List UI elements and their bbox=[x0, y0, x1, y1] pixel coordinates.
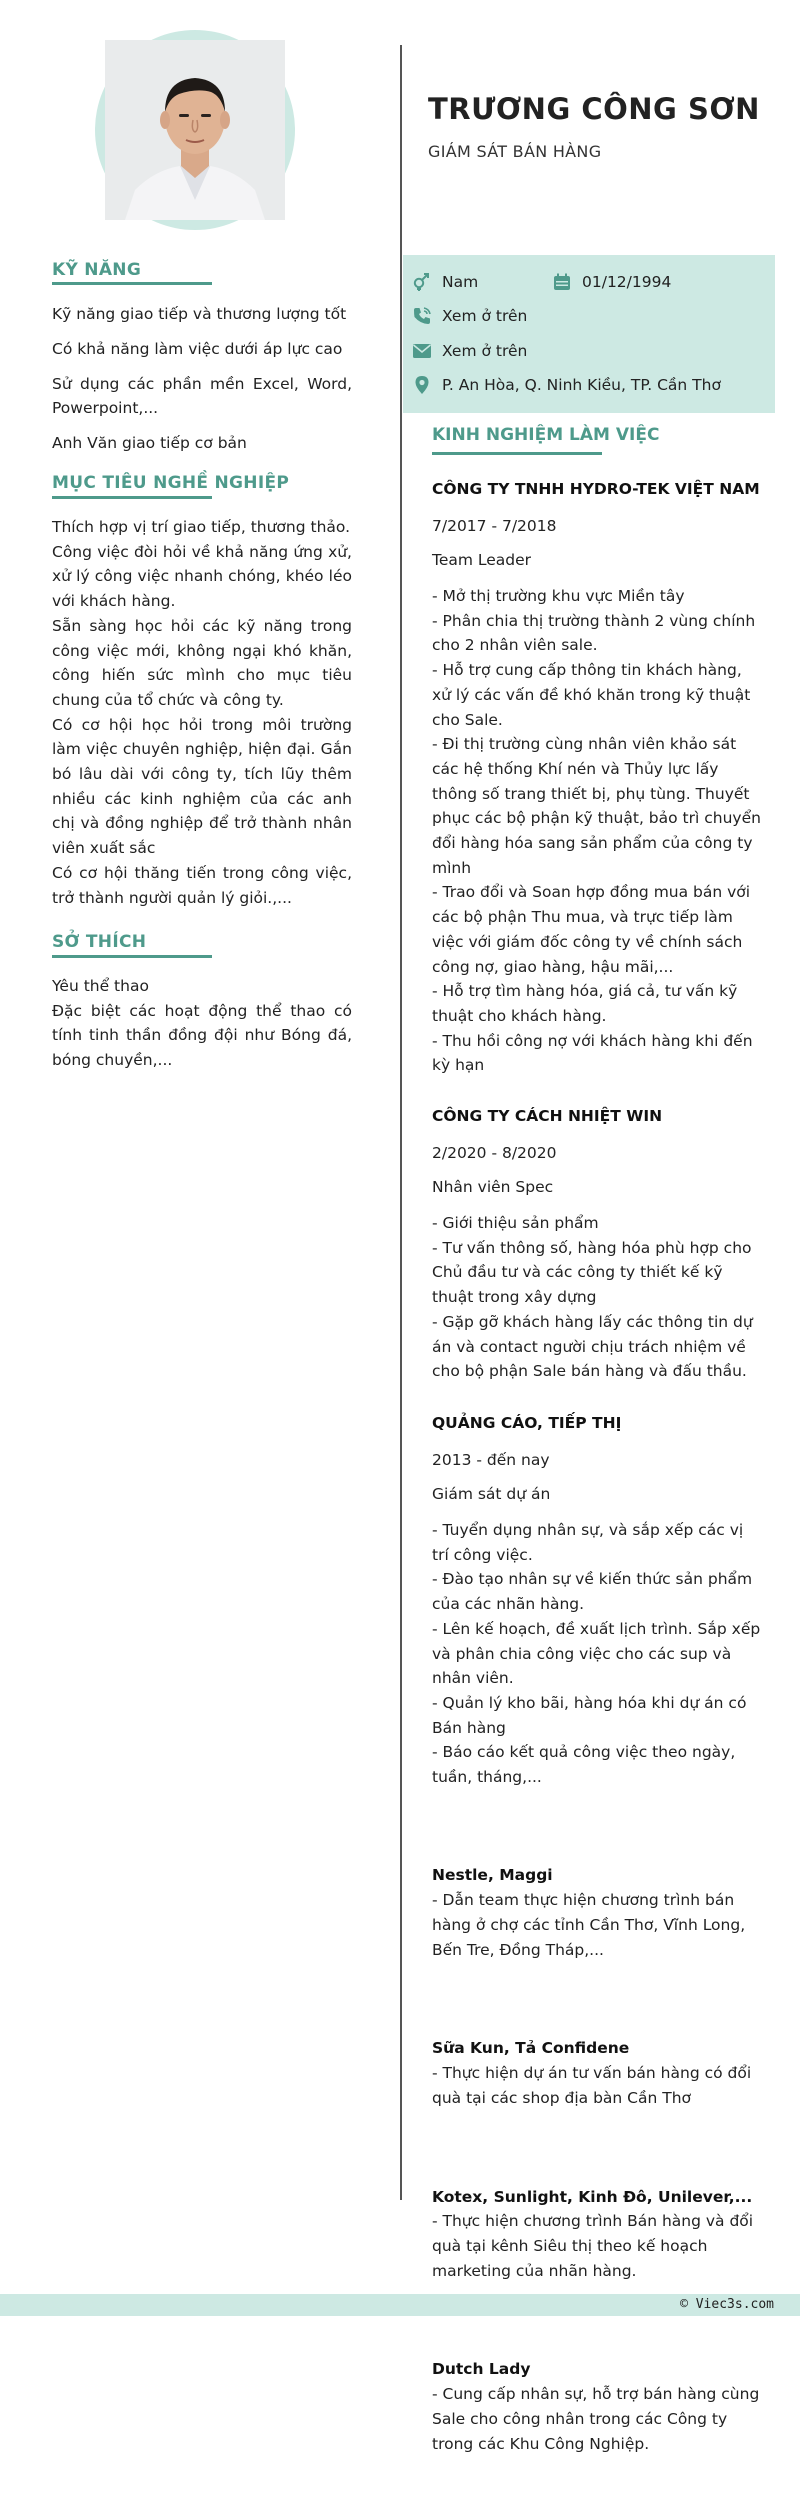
skill-item: Kỹ năng giao tiếp và thương lượng tốt bbox=[52, 305, 347, 323]
full-name: TRƯƠNG CÔNG SƠN bbox=[428, 92, 760, 126]
brand-name: Nestle, Maggi bbox=[432, 1866, 553, 1885]
skill-item: Sử dụng các phần mền Excel, Word, Powerpoint,... bbox=[52, 375, 352, 417]
contact-email bbox=[411, 340, 527, 362]
contact-birthdate bbox=[551, 271, 671, 293]
objective-rule bbox=[52, 496, 212, 499]
objective-title: MỤC TIÊU NGHỀ NGHIỆP bbox=[52, 473, 290, 493]
hobbies-title: SỞ THÍCH bbox=[52, 932, 147, 952]
job-role: Team Leader bbox=[432, 551, 532, 569]
job-role: Nhân viên Spec bbox=[432, 1178, 554, 1196]
skills-title: KỸ NĂNG bbox=[52, 260, 142, 280]
job-company: CÔNG TY TNHH HYDRO-TEK VIỆT NAM bbox=[432, 480, 760, 498]
address-value: P. An Hòa, Q. Ninh Kiều, TP. Cần Thơ bbox=[442, 376, 721, 394]
job-company: QUẢNG CÁO, TIẾP THỊ bbox=[432, 1414, 622, 1432]
brand-name: Kotex, Sunlight, Kinh Đô, Unilever,... bbox=[432, 2187, 753, 2206]
brand-entry bbox=[432, 2333, 762, 2481]
profile-photo bbox=[105, 40, 285, 220]
location-icon bbox=[411, 374, 433, 396]
phone-icon bbox=[411, 305, 433, 327]
brand-text: - Dẫn team thực hiện chương trình bán hàng ở chợ các tỉnh Cần Thơ, Vĩnh Long, Bến Tre, Đồng Tháp,... bbox=[432, 1891, 746, 1959]
skill-item: Có khả năng làm việc dưới áp lực cao bbox=[52, 340, 343, 358]
job-period: 2013 - đến nay bbox=[432, 1451, 550, 1469]
experience-title: KINH NGHIỆM LÀM VIỆC bbox=[432, 425, 660, 445]
contact-gender bbox=[411, 271, 478, 293]
job-details: - Tuyển dụng nhân sự, và sắp xếp các vị trí công việc. - Đào tạo nhân sự về kiến thức sản phẩm của các nhãn hàng. - Lên kế hoạch, đề xuất lịch trình. Sắp xếp và phân chia công việc cho các sup và nhân viên. - Quản lý kho bãi, hàng hóa khi dự án có Bán hàng - Báo cáo kết quả công việc theo ngày, tuần, tháng,... bbox=[432, 1521, 761, 1787]
objective-text: Thích hợp vị trí giao tiếp, thương thảo. Công việc đòi hỏi về khả năng ứng xử, xử lý công việc nhanh chóng, khéo léo với khách hàng. Sẵn sàng học hỏi các kỹ năng trong công việc mới, không ngại khó khăn, công hiến sức mình cho mục tiêu chung của tổ chức và công ty. Có cơ hội học hỏi trong môi trường làm việc chuyên nghiệp, hiện đại. Gắn bó lâu dài với công ty, tích lũy thêm nhiều các kinh nghiệm của các anh chị và đồng nghiệp để trở thành nhân viên xuất sắc Có cơ hội thăng tiến trong công việc, trở thành người quản lý giỏi.,... bbox=[52, 518, 352, 907]
skill-item: Anh Văn giao tiếp cơ bản bbox=[52, 434, 247, 452]
brand-text: - Thực hiện dự án tư vấn bán hàng có đổi quà tại các shop địa bàn Cần Thơ bbox=[432, 2064, 752, 2107]
brand-entry bbox=[432, 2012, 762, 2136]
brand-name: Sữa Kun, Tả Confidene bbox=[432, 2039, 630, 2058]
email-value: Xem ở trên bbox=[442, 342, 528, 360]
contact-phone bbox=[411, 305, 527, 327]
calendar-icon bbox=[551, 271, 573, 293]
contact-address bbox=[411, 374, 721, 396]
email-icon bbox=[411, 340, 433, 362]
brand-list bbox=[432, 1814, 762, 2506]
experience-rule bbox=[432, 452, 602, 455]
footer bbox=[0, 2294, 800, 2316]
skills-rule bbox=[52, 282, 212, 285]
column-divider bbox=[400, 45, 402, 2200]
job-details: - Mở thị trường khu vực Miền tây - Phân chia thị trường thành 2 vùng chính cho 2 nhân viên sale. - Hỗ trợ cung cấp thông tin khách hàng, xử lý các vấn đề khó khăn trong kỹ thuật cho Sale. - Đi thị trường cùng nhân viên khảo sát các hệ thống Khí nén và Thủy lực lấy thông số trang thiết bị, phụ tùng. Thuyết phục các bộ phận kỹ thuật, bảo trì chuyển đổi hàng hóa sang sản phẩm của công ty mình - Trao đổi và Soan hợp đồng mua bán với các bộ phận Thu mua, và trực tiếp làm việc với giám đốc công ty về chính sách công nợ, giao hàng, hậu mãi,... - Hỗ trợ tìm hàng hóa, giá cả, tư vấn kỹ thuật cho khách hàng. - Thu hồi công nợ với khách hàng khi đến kỳ hạn bbox=[432, 587, 761, 1075]
brand-entry bbox=[432, 1839, 762, 1987]
phone-value: Xem ở trên bbox=[442, 307, 528, 325]
avatar bbox=[95, 30, 295, 230]
job-details: - Giới thiệu sản phẩm - Tư vấn thông số, hàng hóa phù hợp cho Chủ đầu tư và các công ty thiết kế kỹ thuật trong xây dựng - Gặp gỡ khách hàng lấy các thông tin dự án và contact người chịu trách nhiệm về cho bộ phận Sale bán hàng và đấu thầu. bbox=[432, 1214, 753, 1381]
job-company: CÔNG TY CÁCH NHIỆT WIN bbox=[432, 1107, 663, 1125]
brand-text: - Cung cấp nhân sự, hỗ trợ bán hàng cùng Sale cho công nhân trong các Công ty trong các Khu Công Nghiệp. bbox=[432, 2385, 760, 2453]
footer-copyright: © Viec3s.com bbox=[680, 2297, 774, 2312]
gender-value: Nam bbox=[442, 273, 479, 291]
gender-icon bbox=[411, 271, 433, 293]
job-period: 7/2017 - 7/2018 bbox=[432, 517, 557, 535]
brand-entry bbox=[432, 2160, 762, 2308]
brand-name: Dutch Lady bbox=[432, 2360, 531, 2379]
brand-text: - Thực hiện chương trình Bán hàng và đổi quà tại kênh Siêu thị theo kế hoạch marketing của nhãn hàng. bbox=[432, 2212, 754, 2280]
job-role: Giám sát dự án bbox=[432, 1485, 551, 1503]
job-title: GIÁM SÁT BÁN HÀNG bbox=[428, 142, 602, 161]
hobbies-rule bbox=[52, 955, 212, 958]
job-period: 2/2020 - 8/2020 bbox=[432, 1144, 557, 1162]
hobbies-text: Yêu thể thao Đặc biệt các hoạt động thể thao có tính tinh thần đồng đội như Bóng đá, bóng chuyền,... bbox=[52, 977, 352, 1070]
birthdate-value: 01/12/1994 bbox=[582, 273, 672, 291]
